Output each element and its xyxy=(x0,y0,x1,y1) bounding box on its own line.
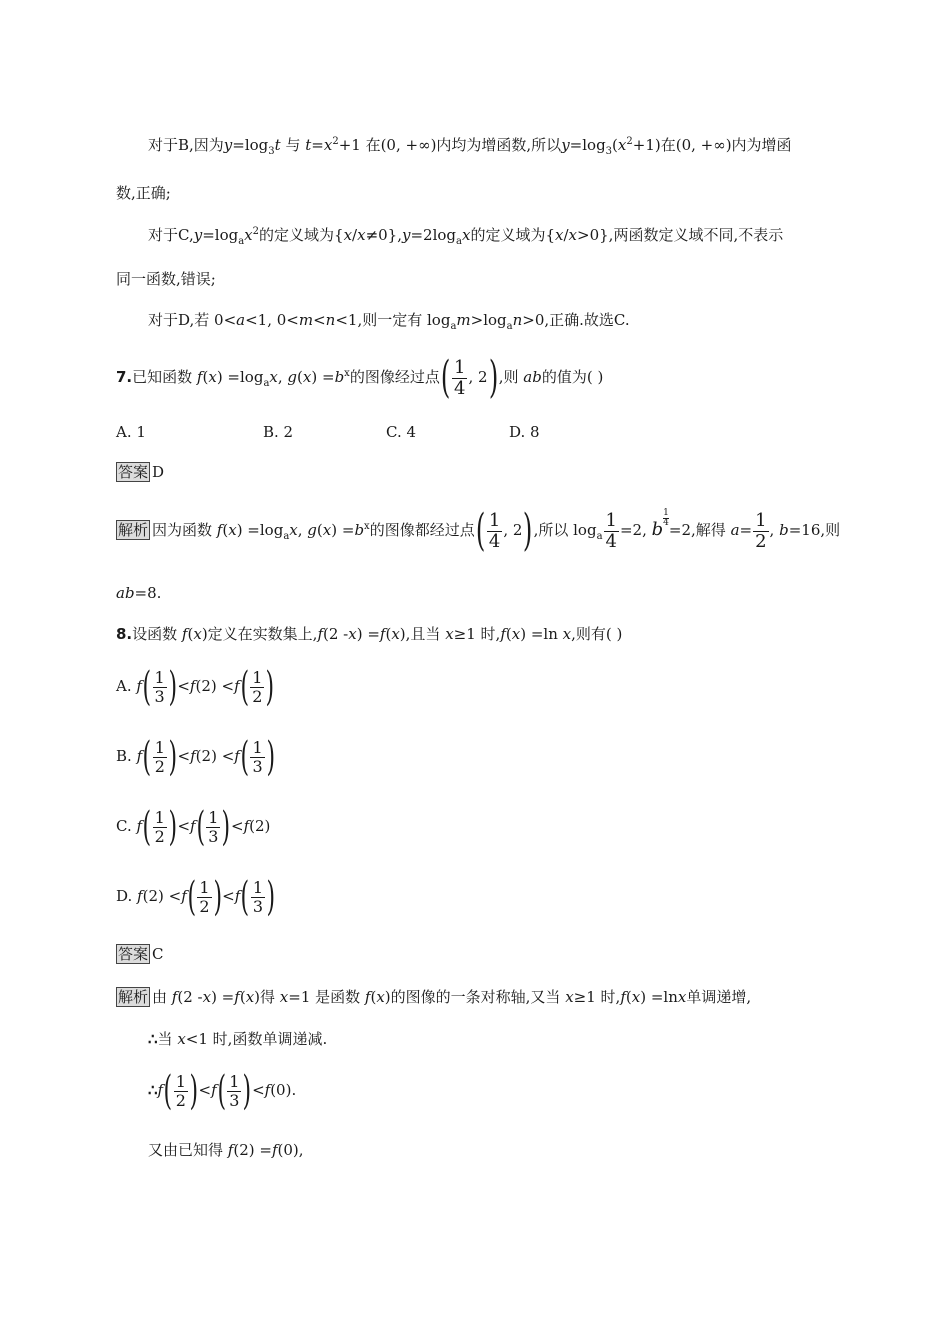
option-d: D. 8 xyxy=(509,423,540,441)
analysis-tag: 解析 xyxy=(118,988,149,1006)
q7-answer: 答案 D xyxy=(118,463,165,481)
q7-analysis: 解析 因为函数 $f(x) =\log_ax$, $g(x) =b^x$的图像都经过点( $\frac{1}{4}$ , 2),所以 $\log_a$ $\frac{1}{4}$ =2, b $^{\frac{1}{4}}$ =2,解得 a= $\frac{1}{2}$ , b=16,则 xyxy=(118,505,841,556)
q8-analysis-line3: ∴f( $\frac{1}{2}$ )<f( $\frac{1}{3}$ )<f(0). xyxy=(148,1068,297,1114)
q8-option-b: B. f( $\frac{1}{2}$ )<f(2) <f( $\frac{1}{3}$ ) xyxy=(116,734,275,780)
fraction: $\frac{1}{4}$ xyxy=(454,356,466,399)
paragraph-c: 对于$C,y=\log_ax^2$的定义域为$\{x/x\ne 0\},y=2\log_ax$的定义域为{x/x>0},两函数定义域不同,不表示 xyxy=(148,226,784,247)
analysis-tag: 解析 xyxy=(118,521,149,539)
q8-answer: 答案 C xyxy=(118,945,164,963)
option-c: C. 4 xyxy=(386,423,417,441)
paragraph-b: 对于B,因为$y=\log_3t$ 与 $t=x^2+1$ 在(0, +∞)内均为增函数,所以$y=\log_3(x^2+1)$在(0, +∞)内为增函 xyxy=(148,136,792,157)
paragraph-d: 对于D,若 0<a<1, 0<m<n<1,则一定有 $\log_am>\log_an>0$,正确.故选C. xyxy=(148,311,630,332)
q8-option-c: C. f( $\frac{1}{2}$ )<f( $\frac{1}{3}$ )<f(2) xyxy=(116,804,271,850)
question-8: 8.设函数 f(x)定义在实数集上,f(2 -x) =f(x),且当 x≥1 时,f(x) =ln x,则有( ) xyxy=(116,625,623,643)
paragraph-b-cont: 数,正确; xyxy=(116,184,171,202)
q7-analysis-end: ab=8. xyxy=(116,584,162,602)
option-a: A. 1 xyxy=(116,423,146,441)
q8-analysis: 解析 由 f(2 -x) =f(x)得 x=1 是函数 f(x)的图像的一条对称轴,又当 x≥1 时,f(x) =lnx单调递增, xyxy=(118,988,752,1006)
answer-tag: 答案 xyxy=(118,945,149,963)
q8-analysis-line2: ∴当 x<1 时,函数单调递减. xyxy=(148,1030,328,1048)
paragraph-c-cont: 同一函数,错误; xyxy=(116,270,216,288)
q8-analysis-line4: 又由已知得 f(2) =f(0), xyxy=(148,1141,304,1159)
q8-option-d: D. f(2) <f( $\frac{1}{2}$ )<f( $\frac{1}{3}$ ) xyxy=(116,874,276,920)
q8-option-a: A. f( $\frac{1}{3}$ )<f(2) <f( $\frac{1}{2}$ ) xyxy=(116,664,275,710)
answer-tag: 答案 xyxy=(118,463,149,481)
question-7: 7.已知函数 $f(x) =\log_ax$, $g(x) =b^x$的图像经过点( $\frac{1}{4}$ , 2),则 ab的值为( ) xyxy=(116,352,604,403)
option-b: B. 2 xyxy=(263,423,294,441)
